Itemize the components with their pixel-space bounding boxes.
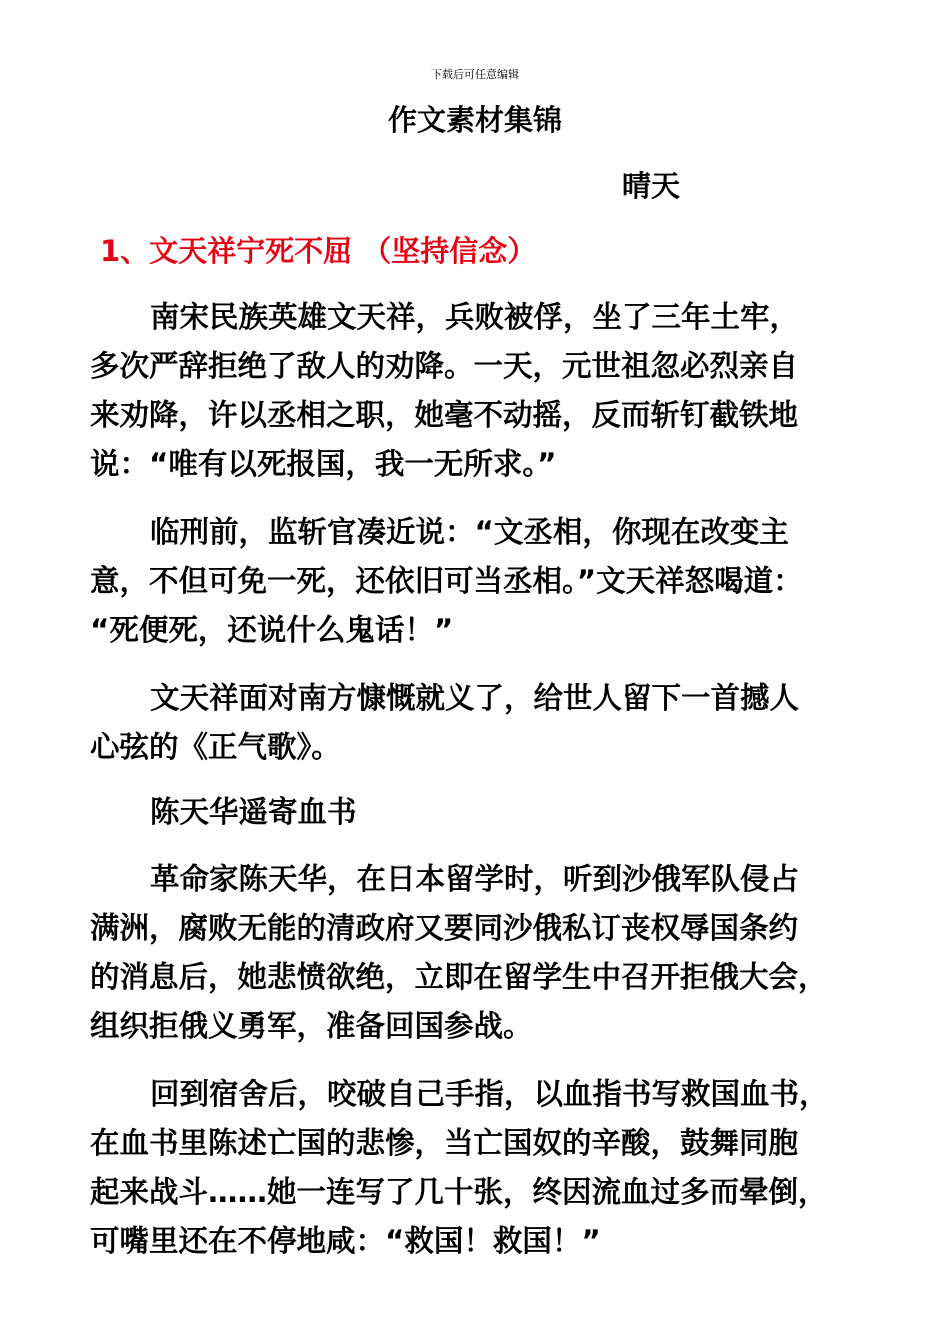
paragraph-5 [90,1070,890,1266]
paragraph-line: 来劝降，许以丞相之职，她毫不动摇，反而斩钉截铁地 [90,398,799,432]
paragraph-line: 在血书里陈述亡国的悲惨，当亡国奴的辛酸，鼓舞同胞 [90,1126,799,1160]
paragraph-line: 回到宿舍后，咬破自己手指，以血指书写救国血书， [150,1077,829,1111]
paragraph-line: 革命家陈天华，在日本留学时，听到沙俄军队侵占 [150,862,800,896]
paragraph-4 [90,855,890,1051]
paragraph-line: 组织拒俄义勇军，准备回国参战。 [90,1009,533,1043]
paragraph-3 [90,674,890,772]
paragraph-line: 起来战斗……她一连写了几十张，终因流血过多而晕倒， [90,1175,828,1209]
document-title: 作文素材集锦 [387,103,562,137]
subheading-block [90,788,890,837]
paragraph-line: 意，不但可免一死，还依旧可当丞相。”文天祥怒喝道： [90,564,803,598]
paragraph-line: 文天祥面对南方慷慨就义了，给世人留下一首撼人 [150,681,800,715]
subheading: 陈天华遥寄血书 [150,795,357,829]
header-note: 下载后可任意编辑 [431,68,519,81]
author-name: 晴天 [622,169,681,203]
paragraph-1 [90,293,890,489]
paragraph-line: 说：“唯有以死报国，我一无所求。” [90,447,557,481]
paragraph-2 [90,508,890,655]
paragraph-line: 可嘴里还在不停地咸：“救国！救国！” [90,1224,601,1258]
paragraph-line: 南宋民族英雄文天祥，兵败被俘，坐了三年土牢， [150,300,800,334]
paragraph-line: 临刑前，监斩官凑近说：“文丞相，你现在改变主 [150,515,789,549]
paragraph-line: 心弦的《正气歌》。 [90,730,341,764]
paragraph-line: “死便死，还说什么鬼话！” [90,613,454,647]
paragraph-line: 多次严辞拒绝了敌人的劝降。一天，元世祖忽必烈亲自 [90,349,799,383]
paragraph-line: 的消息后，她悲愤欲绝，立即在留学生中召开拒俄大会， [90,960,828,994]
section-heading: 1、文天祥宁死不屈 （坚持信念） [100,234,537,268]
paragraph-line: 满洲，腐败无能的清政府又要同沙俄私订丧权辱国条约 [90,911,799,945]
